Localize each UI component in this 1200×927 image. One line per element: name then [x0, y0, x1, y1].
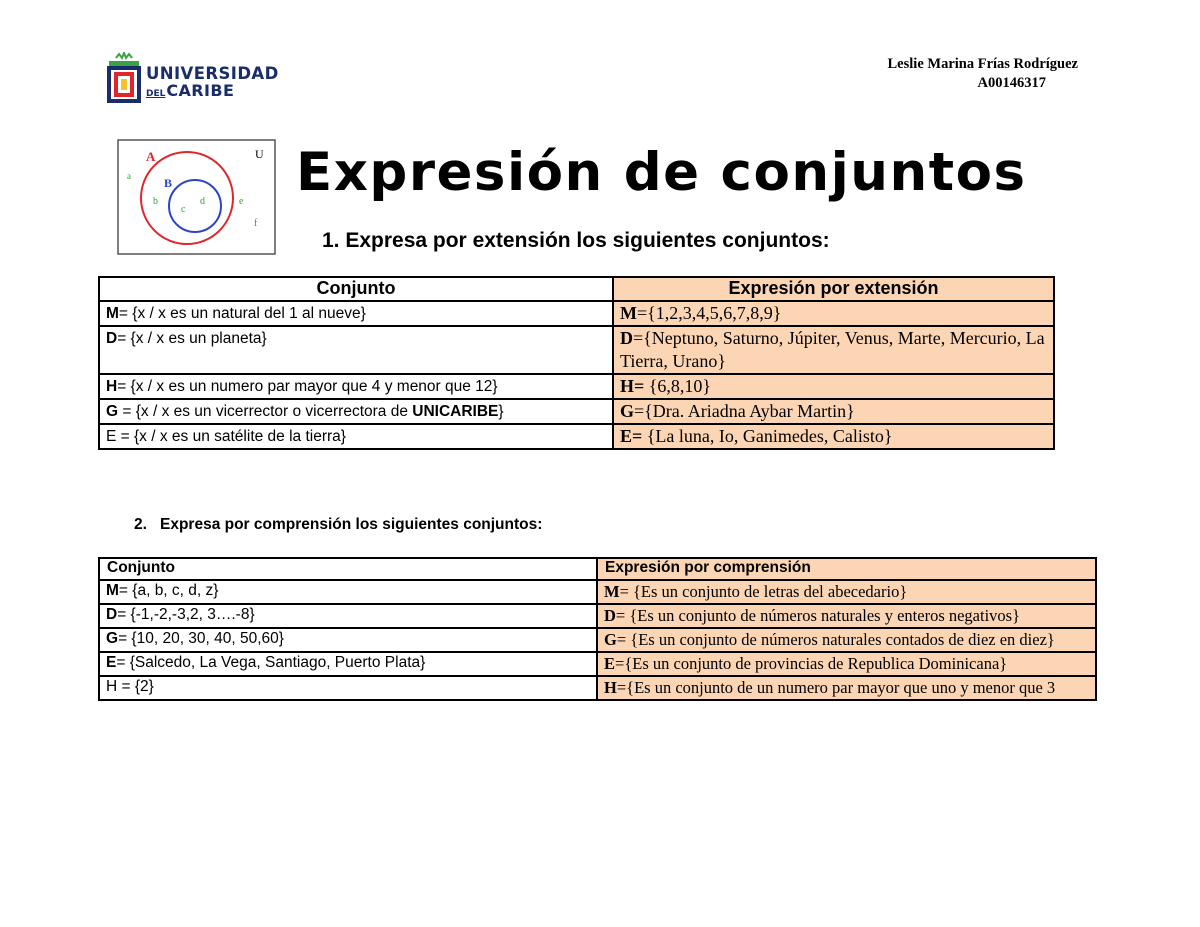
set-expression: E= {La luna, Io, Ganimedes, Calisto}: [613, 424, 1054, 449]
set-definition: E= {Salcedo, La Vega, Santiago, Puerto Plata}: [99, 652, 597, 676]
set-b-label: B: [164, 176, 173, 190]
comprehension-table: [98, 557, 1097, 701]
table-row: [99, 326, 1054, 374]
set-expression: M={1,2,3,4,5,6,7,8,9}: [613, 301, 1054, 326]
section1-heading: 1. Expresa por extensión los siguientes conjuntos:: [322, 229, 830, 252]
table-row: [99, 424, 1054, 449]
universe-label: U: [255, 147, 264, 161]
author-block: [780, 55, 1078, 93]
set-definition: M= {a, b, c, d, z}: [99, 580, 597, 604]
set-definition: D= {-1,-2,-3,2, 3….-8}: [99, 604, 597, 628]
table-row: [99, 652, 1096, 676]
extension-table: [98, 276, 1055, 450]
table-header-row: [99, 558, 1096, 580]
table-row: [99, 374, 1054, 399]
element-a: a: [127, 171, 131, 181]
set-definition: M= {x / x es un natural del 1 al nueve}: [99, 301, 613, 326]
venn-diagram: [117, 139, 276, 255]
set-expression: H={Es un conjunto de un numero par mayor que uno y menor que 3: [597, 676, 1096, 700]
set-expression: G= {Es un conjunto de números naturales contados de diez en diez}: [597, 628, 1096, 652]
set-expression: D= {Es un conjunto de números naturales y enteros negativos}: [597, 604, 1096, 628]
page-title: Expresión de conjuntos: [296, 142, 1027, 203]
set-definition: H= {x / x es un numero par mayor que 4 y menor que 12}: [99, 374, 613, 399]
set-expression: H= {6,8,10}: [613, 374, 1054, 399]
header-conjunto: Conjunto: [99, 558, 597, 580]
table-row: [99, 676, 1096, 700]
university-logo: [106, 52, 279, 104]
table-row: [99, 604, 1096, 628]
logo-wordmark: [146, 65, 279, 103]
logo-emblem-icon: [106, 52, 142, 104]
element-d: d: [200, 196, 205, 207]
table-row: [99, 301, 1054, 326]
author-id: A00146317: [977, 75, 1046, 91]
table-row: [99, 580, 1096, 604]
header-conjunto: Conjunto: [99, 277, 613, 301]
table-row: [99, 628, 1096, 652]
set-definition: H = {2}: [99, 676, 597, 700]
table-row: [99, 399, 1054, 424]
set-definition: D= {x / x es un planeta}: [99, 326, 613, 374]
element-f: f: [254, 218, 258, 229]
header-expresion-comprension: Expresión por comprensión: [597, 558, 1096, 580]
set-expression: D={Neptuno, Saturno, Júpiter, Venus, Marte, Mercurio, La Tierra, Urano}: [613, 326, 1054, 374]
element-c: c: [181, 204, 186, 215]
table-header-row: [99, 277, 1054, 301]
set-definition: G= {10, 20, 30, 40, 50,60}: [99, 628, 597, 652]
set-expression: E={Es un conjunto de provincias de Republica Dominicana}: [597, 652, 1096, 676]
set-expression: G={Dra. Ariadna Aybar Martin}: [613, 399, 1054, 424]
logo-line2: CARIBE: [166, 81, 235, 100]
element-e: e: [239, 196, 244, 207]
logo-line2-small: DEL: [146, 89, 166, 99]
author-name: Leslie Marina Frías Rodríguez: [887, 56, 1078, 72]
element-b: b: [153, 196, 158, 207]
set-definition: E = {x / x es un satélite de la tierra}: [99, 424, 613, 449]
section2-heading: 2. Expresa por comprensión los siguientes conjuntos:: [134, 516, 543, 533]
set-definition: G = {x / x es un vicerrector o vicerrectora de UNICARIBE}: [99, 399, 613, 424]
set-expression: M= {Es un conjunto de letras del abecedario}: [597, 580, 1096, 604]
set-a-label: A: [146, 149, 156, 164]
logo-line1: UNIVERSIDAD: [146, 64, 279, 83]
header-expresion-extension: Expresión por extensión: [613, 277, 1054, 301]
